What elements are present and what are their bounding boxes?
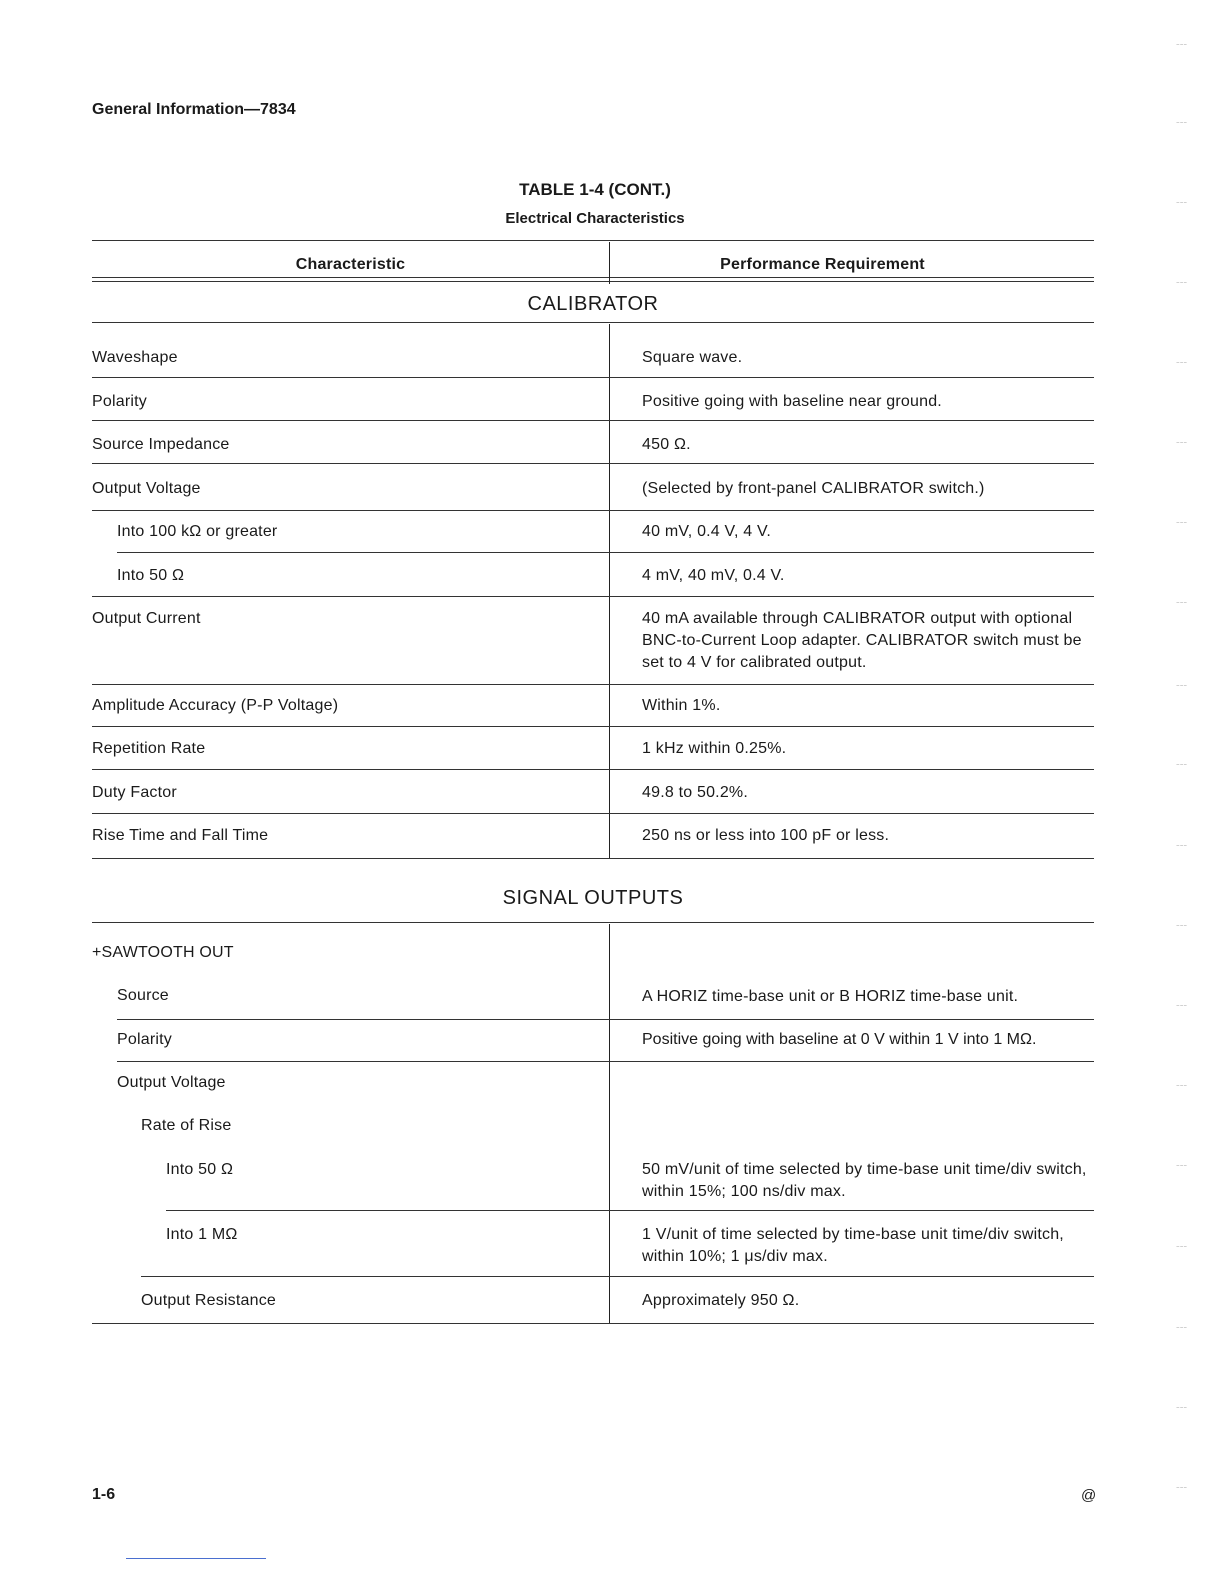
page-number: 1-6 [92,1486,116,1503]
requirement-waveshape: Square wave. [642,349,743,366]
row-rule [117,552,1094,553]
section-end-rule [92,858,1094,859]
characteristic-source-impedance: Source Impedance [92,436,230,453]
row-rule [92,684,1094,685]
characteristic-repetition-rate: Repetition Rate [92,740,206,757]
bottom-link-underline [126,1558,266,1559]
section-rule [92,322,1094,323]
row-rule [92,420,1094,421]
requirement-rate-into-50: 50 mV/unit of time selected by time-base unit time/div switch, within 15%; 100 ns/div max. [642,1161,1087,1200]
characteristic-sawtooth-output-voltage: Output Voltage [117,1074,226,1091]
margin-tick: ⁻⁻⁻ [1176,281,1188,288]
calibrator-column-divider [609,324,610,858]
requirement-output-resistance: Approximately 950 Ω. [642,1292,800,1309]
row-rule [117,1019,1094,1020]
requirement-duty-factor: 49.8 to 50.2%. [642,784,748,801]
signal-column-divider [609,924,610,1324]
margin-tick: ⁻⁻⁻ [1176,361,1188,368]
header-bottom-rule-2 [92,281,1094,282]
margin-tick: ⁻⁻⁻ [1176,924,1188,931]
requirement-source-impedance: 450 Ω. [642,436,691,453]
margin-tick: ⁻⁻⁻ [1176,201,1188,208]
section-rule [92,922,1094,923]
characteristic-rate-of-rise: Rate of Rise [141,1117,232,1134]
margin-tick: ⁻⁻⁻ [1176,441,1188,448]
table-bottom-rule [92,1323,1094,1324]
margin-tick: ⁻⁻⁻ [1176,1486,1188,1493]
column-header-performance: Performance Requirement [720,256,925,273]
requirement-amplitude-accuracy: Within 1%. [642,697,721,714]
requirement-into-50: 4 mV, 40 mV, 0.4 V. [642,567,785,584]
row-rule [166,1210,1094,1211]
characteristic-rate-into-1m: Into 1 MΩ [166,1226,238,1243]
row-rule [141,1276,1094,1277]
header-column-divider [609,242,610,284]
margin-tick: ⁻⁻⁻ [1176,1406,1188,1413]
margin-tick: ⁻⁻⁻ [1176,1004,1188,1011]
row-rule [117,1061,1094,1062]
margin-tick: ⁻⁻⁻ [1176,521,1188,528]
characteristic-amplitude-accuracy: Amplitude Accuracy (P-P Voltage) [92,697,339,714]
table-top-rule [92,240,1094,241]
characteristic-waveshape: Waveshape [92,349,178,366]
margin-tick: ⁻⁻⁻ [1176,1164,1188,1171]
characteristic-output-resistance: Output Resistance [141,1292,277,1309]
row-rule [92,510,1094,511]
publisher-mark: @ [1081,1487,1097,1504]
margin-tick: ⁻⁻⁻ [1176,684,1188,691]
requirement-polarity: Positive going with baseline near ground. [642,393,942,410]
characteristic-output-voltage: Output Voltage [92,480,201,497]
characteristic-rise-time: Rise Time and Fall Time [92,827,269,844]
margin-tick: ⁻⁻⁻ [1176,844,1188,851]
row-rule [92,377,1094,378]
requirement-output-current: 40 mA available through CALIBRATOR output with optional BNC-to-Current Loop adapter. CALIBRATOR switch must be set to 4 V for calibrated output. [642,610,1082,671]
row-rule [92,726,1094,727]
header-bottom-rule [92,277,1094,278]
characteristic-sawtooth-polarity: Polarity [117,1031,172,1048]
characteristic-into-100k: Into 100 kΩ or greater [117,523,278,540]
running-header: General Information—7834 [92,101,296,118]
requirement-rise-time: 250 ns or less into 100 pF or less. [642,827,890,844]
column-header-characteristic: Characteristic [295,256,406,273]
requirement-output-voltage: (Selected by front-panel CALIBRATOR switch.) [642,480,985,497]
section-title-signal-outputs: SIGNAL OUTPUTS [502,887,684,909]
requirement-into-100k: 40 mV, 0.4 V, 4 V. [642,523,772,540]
table-title: TABLE 1-4 (CONT.) [519,180,671,199]
margin-tick: ⁻⁻⁻ [1176,1245,1188,1252]
characteristic-sawtooth-out: +SAWTOOTH OUT [92,944,234,961]
row-rule [92,769,1094,770]
margin-tick: ⁻⁻⁻ [1176,763,1188,770]
row-rule [92,813,1094,814]
margin-tick: ⁻⁻⁻ [1176,1326,1188,1333]
requirement-rate-into-1m: 1 V/unit of time selected by time-base unit time/div switch, within 10%; 1 μs/div max. [642,1226,1064,1265]
characteristic-duty-factor: Duty Factor [92,784,177,801]
characteristic-output-current: Output Current [92,610,201,627]
characteristic-polarity: Polarity [92,393,147,410]
row-rule [92,596,1094,597]
margin-tick: ⁻⁻⁻ [1176,1084,1188,1091]
requirement-repetition-rate: 1 kHz within 0.25%. [642,740,787,757]
section-title-calibrator: CALIBRATOR [527,293,659,315]
table-subtitle: Electrical Characteristics [505,210,685,227]
requirement-sawtooth-polarity: Positive going with baseline at 0 V within 1 V into 1 MΩ. [642,1031,1037,1048]
requirement-source: A HORIZ time-base unit or B HORIZ time-base unit. [642,988,1019,1005]
row-rule [92,463,1094,464]
characteristic-rate-into-50: Into 50 Ω [166,1161,234,1178]
margin-tick: ⁻⁻⁻ [1176,121,1188,128]
characteristic-into-50: Into 50 Ω [117,567,185,584]
characteristic-source: Source [117,987,169,1004]
margin-tick: ⁻⁻⁻ [1176,601,1188,608]
margin-tick: ⁻⁻⁻ [1176,43,1188,50]
